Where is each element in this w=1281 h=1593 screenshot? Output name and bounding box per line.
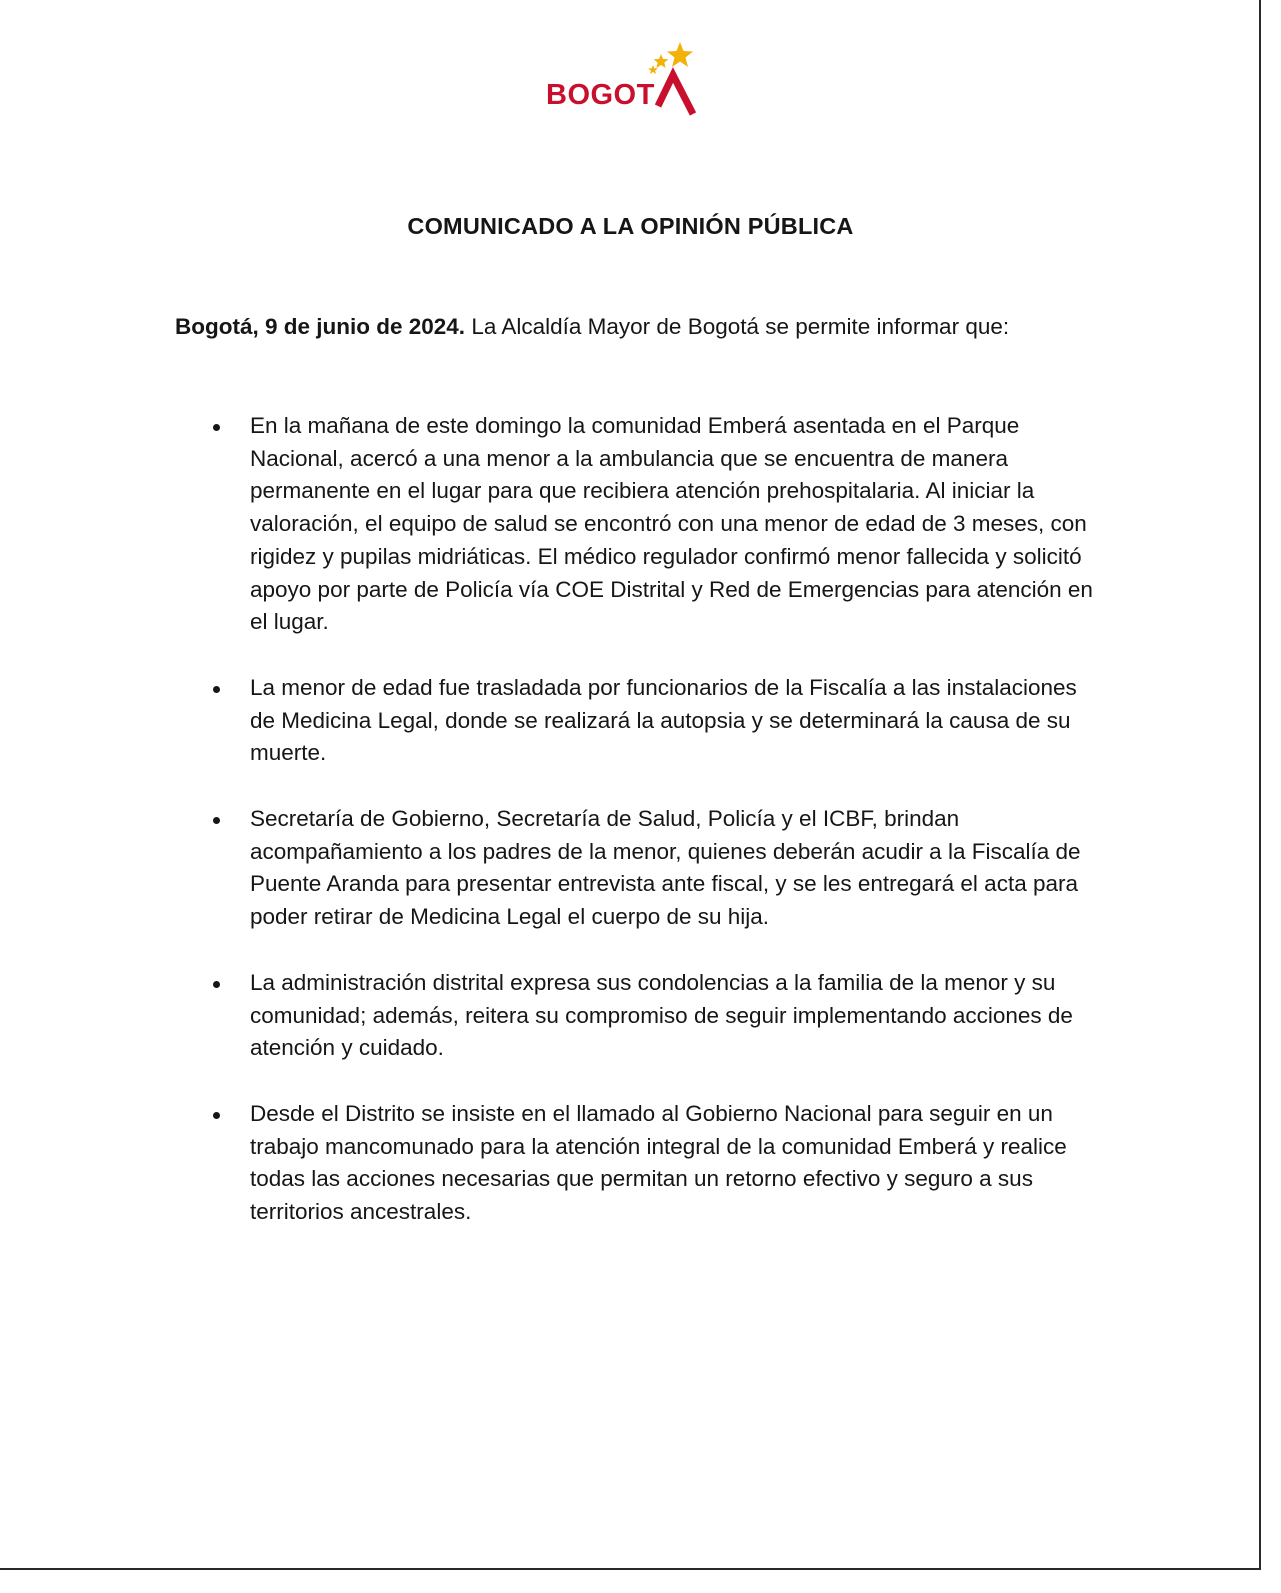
logo-a-mark [658,75,693,114]
list-item-text: La administración distrital expresa sus condolencias a la familia de la menor y su comunidad; además, reitera su compromiso de seguir implementando acciones de atención y cuidado. [250,969,1073,1061]
list-item [213,672,1093,770]
list-item [213,967,1093,1065]
list-item [213,410,1093,639]
list-item-text: En la mañana de este domingo la comunidad Emberá asentada en el Parque Nacional, acercó a una menor a la ambulancia que se encuentra de manera permanente en el lugar para que recibiera atención prehospitalaria. Al iniciar la valoración, el equipo de salud se encontró con una menor de edad de 3 meses, con rigidez y pupilas midriáticas. El médico regulador confirmó menor fallecida y solicitó apoyo por parte de Policía vía COE Distrital y Red de Emergencias para atención en el lugar. [250,413,1093,635]
list-item-text: La menor de edad fue trasladada por funcionarios de la Fiscalía a las instalaciones de Medicina Legal, donde se realizará la autopsia y se determinará la causa de su muerte. [250,674,1077,766]
page-title: COMUNICADO A LA OPINIÓN PÚBLICA [407,213,854,239]
intro-paragraph [175,310,1075,343]
logo-wordmark: BOGOT [546,79,655,111]
bullet-dot-icon [213,424,220,431]
list-item [213,803,1093,934]
bullet-dot-icon [213,686,220,693]
bullet-list [213,410,1093,1262]
list-item [213,1098,1093,1229]
bullet-dot-icon [213,1112,220,1119]
intro-dateline: Bogotá, 9 de junio de 2024. [175,314,466,339]
star-icon [667,42,693,67]
star-icon [654,54,669,68]
bullet-dot-icon [213,981,220,988]
list-item-text: Secretaría de Gobierno, Secretaría de Salud, Policía y el ICBF, brindan acompañamiento a los padres de la menor, quienes deberán acudir a la Fiscalía de Puente Aranda para presentar entrevista ante fiscal, y se les entregará el acta para poder retirar de Medicina Legal el cuerpo de su hija. [250,806,1081,930]
intro-text: La Alcaldía Mayor de Bogotá se permite informar que: [465,314,1010,339]
bogota-logo [540,38,710,124]
list-item-text: Desde el Distrito se insiste en el llamado al Gobierno Nacional para seguir en un trabajo mancomunado para la atención integral de la comunidad Emberá y realice todas las acciones necesarias que permitan un retorno efectivo y seguro a sus territorios ancestrales. [250,1100,1067,1225]
star-icon [648,65,658,74]
bullet-dot-icon [213,817,220,824]
